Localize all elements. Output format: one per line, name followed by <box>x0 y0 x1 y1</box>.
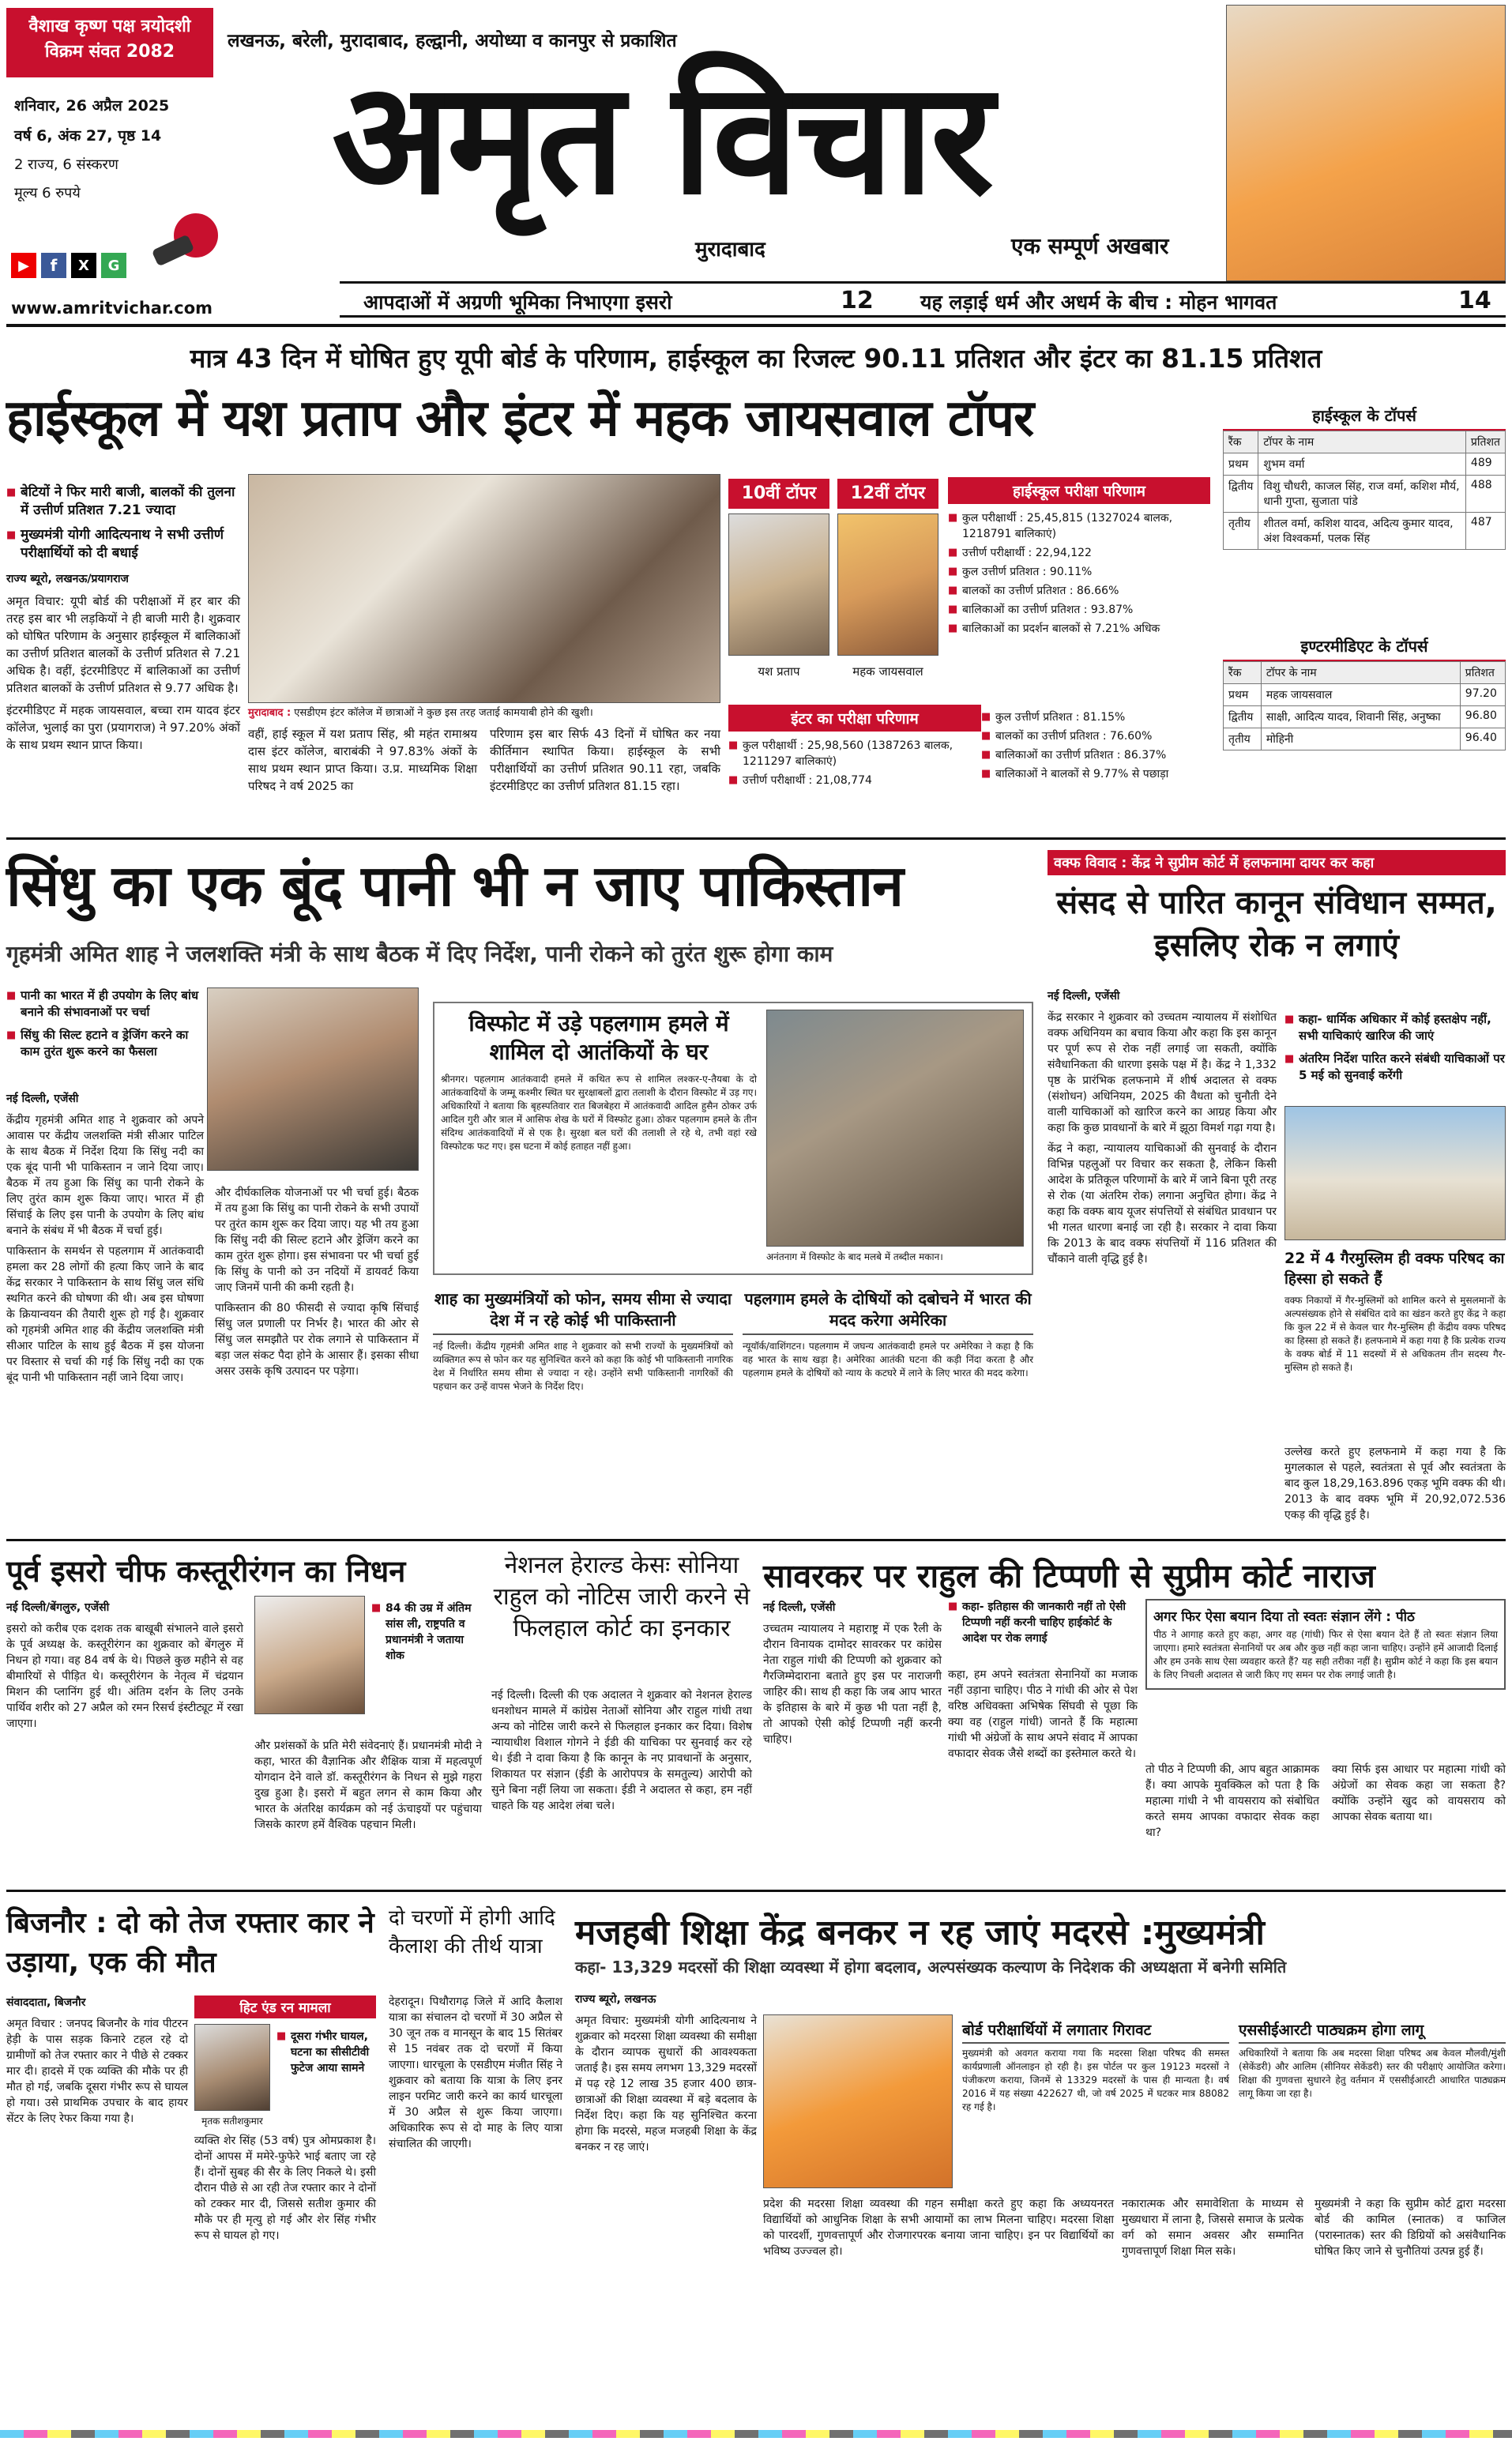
sindhu-body3: और दीर्घकालिक योजनाओं पर भी चर्चा हुई। बैठक में तय हुआ कि सिंधु का पानी रोकने के सभी उपायों पर तुरंत काम शुरू कर दिया जाए। यह भी तय हुआ कि सिंधु नदी की सिल्ट हटाने और ड्रेजिंग करने का काम तुरंत शुरू होगा। इस संभावना पर भी चर्चा हुई कि सिंधु के पानी को उन नदियों में डायवर्ट किया जाए जिनमें पानी की कमी रहती है। <box>215 1187 419 1294</box>
inter-result-box <box>728 705 1210 792</box>
kailash-headline: दो चरणों में होगी आदि कैलाश की तीर्थ यात्रा <box>389 1906 555 1958</box>
newspaper-title: अमृत विचार <box>332 47 991 229</box>
blast-body: श्रीनगर। पहलगाम आतंकवादी हमले में कथित रूप से शामिल लश्कर-ए-तैयबा के दो आतंकवादियों के जम्मू कश्मीर स्थित घर सुरक्षाबलों द्वारा तलाशी के दौरान विस्फोट में उड़ गए। अधिकारियों ने बताया कि बृहस्पतिवार रात बिजबेहरा में आतंकवादी आदिल हुसैन ठोकर उर्फ आदिल गुरी और त्राल में आसिफ शेख के घरों में विस्फोट हुआ। ठोकर पहलगाम हमले के तीन संदिग्ध आतंकवादियों में से एक है। सुरक्षा बल घरों की तलाशी ले रहे थे, तभी वहां रखे विस्फोटक फट गए। इस घटना में कोई हताहत नहीं हुआ। <box>441 1074 757 1152</box>
pahalgam-headline: पहलगाम हमले के दोषियों को दबोचने में भारत की मदद करेगा अमेरिका <box>743 1288 1033 1335</box>
madrasa-col1 <box>575 1991 757 2160</box>
section-rule <box>6 837 1506 840</box>
promo-strip <box>340 281 1506 318</box>
table-row: तृतीय शीतल वर्मा, कशिश यादव, अदित्य कुमार यादव, अंश विश्वकर्मा, पलक सिंह 487 <box>1224 513 1506 550</box>
hs-toppers-box <box>1223 401 1506 550</box>
promo2-text[interactable]: यह लड़ाई धर्म और अधर्म के बीच : मोहन भागवत <box>920 291 1277 314</box>
yogi-photo <box>763 2014 953 2188</box>
bijnor-col1 <box>6 1994 188 2131</box>
waqf-body2: केंद्र ने कहा, न्यायालय याचिकाओं की सुनवाई के दौरान विभिन्न पहलुओं पर विचार कर सकता है, लेकिन किसी आदेश के प्रतिकूल परिणामों के बारे में जाने बिना पूरी तरह से रोक (या अंतरिम रोक) लगाना अनुचित होगा। केंद्र ने कहा कि वक्फ बाय यूजर संपत्तियों से संबंधित प्रावधान पर भी गलत धारणा बनाई जा रही है। सरकार ने दावा किया कि 2013 के बाद वक्फ संपत्तियों में 116 प्रतिशत की चौंकाने वाली वृद्धि हुई है। <box>1047 1142 1277 1266</box>
bijnor-headline: बिजनौर : दो को तेज रफ्तार कार ने उड़ाया, एक की मौत <box>6 1907 374 1979</box>
bijnor-side: ■ दूसरा गंभीर घायल, घटना का सीसीटीवी फुटेज आया सामने <box>276 2029 376 2076</box>
facebook-icon[interactable]: f <box>41 253 66 278</box>
bijnor-body1: अमृत विचार : जनपद बिजनौर के गांव पीटरन हेड़ी के पास सड़क किनारे टहल रहे दो ग्रामीणों को तेज रफ्तार कार ने पीछे से टक्कर मार दी। हादसे में एक व्यक्ति की मौके पर ही मौत हो गई, जबकि दूसरा गंभीर रूप से घायल हो गया। उसे प्राथमिक उपचार के बाद हायर सेंटर के लिए रेफर किया गया है। <box>6 2018 188 2125</box>
savarkar-body3: तो पीठ ने टिप्पणी की, आप बहुत आक्रामक हैं। क्या आपके मुवक्किल को पता है कि महात्मा गांधी ने भी वायसराय को संबोधित करते समय आपका वफादार सेवक कहा था? <box>1145 1763 1319 1839</box>
madrasa-box1-body: मुख्यमंत्री को अवगत कराया गया कि मदरसा शिक्षा परिषद की समस्त कार्यप्रणाली ऑनलाइन हो रही है। इस पोर्टल पर कुल 19123 मदरसों ने पंजीकरण कराया, जिनमें से 13329 मदरसों के पास ही मान्यता है। वर्ष 2016 में यह संख्या 422627 थी, जो वर्ष 2025 में घटकर मात्र 88082 रह गई है। <box>962 2048 1229 2112</box>
inter-result-title: इंटर का परीक्षा परिणाम <box>728 705 981 732</box>
col-percent: प्रतिशत <box>1465 431 1505 453</box>
hs-toppers-table <box>1223 431 1506 550</box>
section-rule <box>6 1890 1506 1892</box>
sindhu-body1: केंद्रीय गृहमंत्री अमित शाह ने शुक्रवार को अपने आवास पर केंद्रीय जलशक्ति मंत्री सीआर पाटिल के साथ बैठक में निर्देश दिया कि सिंधु नदी का एक बूंद पानी भी पाकिस्तान न जाने दिया जाए। बैठक में तय हुआ कि सिंधु का पानी रोकने के लिए तुरंत काम शुरू किया जाए। भारत में ही सिंचाई के लिए इस पानी के उपयोग के लिए बांध बनाने के संबंध में भी बैठक में चर्चा हुई। <box>6 1114 204 1237</box>
madrasa-body4: मुख्यमंत्री ने कहा कि सुप्रीम कोर्ट द्वारा मदरसा बोर्ड की कामिल (स्नातक) व फाजिल (परास्नातक) स्तर की डिग्रियों को असंवैधानिक घोषित किए जाने से चुनौतियां उत्पन्न हुई हैं। <box>1315 2198 1506 2258</box>
youtube-icon[interactable]: ▶ <box>11 253 36 278</box>
website-link[interactable]: www.amritvichar.com <box>11 299 213 318</box>
board-dateline: राज्य ब्यूरो, लखनऊ/प्रयागराज <box>6 573 129 585</box>
date-line: शनिवार, 26 अप्रैल 2025 <box>14 97 170 115</box>
hs-result-item: ■ बालिकाओं का उत्तीर्ण प्रतिशत : 93.87% <box>948 602 1210 618</box>
kasturirangan-dateline: नई दिल्ली/बेंगलुरु, एजेंसी <box>6 1601 110 1614</box>
inter-result-item: ■ बालिकाओं का उत्तीर्ण प्रतिशत : 86.37% <box>981 747 1210 763</box>
kasturirangan-body1: इसरो को करीब एक दशक तक बाखूबी संभालने वाले इसरो के पूर्व अध्यक्ष के. कस्तूरीरंगन का शुक्रवार को बेंगलुरु में निधन हो गया। वह 84 वर्ष के थे। पिछले कुछ महीने से वह बीमारियों से पीड़ित थे। कस्तूरीरंगन के नेतृत्व में चंद्रयान मिशन की प्लानिंग हुई थी। अंतिम दर्शन के लिए उनके पार्थिव शरीर को 27 अप्रैल को रमन रिसर्च इंस्टीट्यूट में रखा जाएगा। <box>6 1623 243 1730</box>
topper12-name: महक जायसवाल <box>852 664 923 679</box>
panchang-line1: वैशाख कृष्ण पक्ष त्रयोदशी <box>28 17 191 36</box>
table-row: तृतीय मोहिनी 96.40 <box>1224 728 1506 750</box>
tagline: एक सम्पूर्ण अखबार <box>1011 233 1169 259</box>
board-bullet: ■ मुख्यमंत्री योगी आदित्यनाथ ने सभी उत्तीर्ण परीक्षार्थियों को दी बधाई <box>6 526 240 562</box>
shah-cm-headline: शाह का मुख्यमंत्रियों को फोन, समय सीमा से ज्यादा देश में न रहे कोई भी पाकिस्तानी <box>433 1288 733 1335</box>
kailash-body: देहरादून। पिथौरागढ़ जिले में आदि कैलाश यात्रा का संचालन दो चरणों में 30 अप्रैल से 30 जून तक व मानसून के बाद 15 सितंबर से 15 नवंबर तक दो चरणों में किया जाएगा। धारचूला के एसडीएम मंजीत सिंह ने शुक्रवार को बताया कि यात्रा के लिए इनर लाइन परमिट जारी करने का कार्य धारचूला में 30 अप्रैल से शुरू किया जाएगा। अधिकारिक रूप से दो माह के लिए यात्रा संचालित की जाएगी। <box>389 1995 562 2150</box>
topper12-label: 12वीं टॉपर <box>837 479 938 509</box>
supreme-court-photo <box>1284 1106 1506 1240</box>
table-row: प्रथम शुभम वर्मा 489 <box>1224 453 1506 476</box>
hs-result-item: ■ उत्तीर्ण परीक्षार्थी : 22,94,122 <box>948 545 1210 561</box>
board-bullet: ■ बेटियों ने फिर मारी बाजी, बालकों की तुलना में उत्तीर्ण प्रतिशत 7.21 ज्यादा <box>6 483 240 520</box>
bijnor-body2: व्यक्ति शेर सिंह (53 वर्ष) पुत्र ओमप्रकाश है। दोनों आपस में ममेरे-फुफेरे भाई बताए जा रहे हैं। दोनों सुबह की सैर के लिए निकले थे। इसी दौरान पीछे से आ रही तेज रफ्तार कार ने दोनों को टक्कर मार दी, जिससे सतीश कुमार की मौके पर ही मृत्यु हो गई और शेर सिंह गंभीर रूप से घायल हो गए। <box>194 2135 376 2242</box>
waqf-bullets <box>1284 1011 1506 1090</box>
panchang-line2: विक्रम संवत 2082 <box>44 42 175 62</box>
madrasa-headline: मजहबी शिक्षा केंद्र बनकर न रह जाएं मदरसे :मुख्यमंत्री <box>575 1913 1265 1953</box>
promo1-text[interactable]: आपदाओं में अग्रणी भूमिका निभाएगा इसरो <box>363 291 672 314</box>
herald-body: नई दिल्ली। दिल्ली की एक अदालत ने शुक्रवार को नेशनल हेराल्ड धनशोधन मामले में कांग्रेस नेताओं सोनिया और राहुल गांधी तथा अन्य को नोटिस जारी करने से फिलहाल इनकार कर दिया। विशेष न्यायाधीश विशाल गोगने ने ईडी की याचिका पर सुनवाई कर रहे थे। ईडी ने दावा किया है कि कानून के नए प्रावधानों के अनुसार, शिकायत पर संज्ञान (ईडी के आरोपपत्र के समतुल्य) आरोपी को सुने बिना नहीं लिया जा सकता। ईडी ने अदालत से कहा, हम नहीं चाहते कि यह आदेश लंबा चले। <box>491 1689 752 1812</box>
volume-line: वर्ष 6, अंक 27, पृष्ठ 14 <box>14 127 162 145</box>
google-icon[interactable]: G <box>101 253 126 278</box>
waqf-body3: उल्लेख करते हुए हलफनामे में कहा गया है कि मुगलकाल से पहले, स्वतंत्रता से पूर्व और स्वतंत्रता के बाद कुल 18,29,163.896 एकड़ भूमि वक्फ की थी। 2013 के बाद वक्फ भूमि में 20,92,072.536 एकड़ की वृद्धि हुई है। <box>1284 1446 1506 1522</box>
savarkar-body2: कहा, हम अपने स्वतंत्रता सेनानियों का मजाक नहीं उड़ाना चाहिए। पीठ ने गांधी की ओर से पेश वरिष्ठ अधिवक्ता अभिषेक सिंघवी से पूछा कि क्या वह (राहुल गांधी) जानते हैं कि महात्मा गांधी भी अंग्रेजों के साथ अपने संवाद में आपका वफादार सेवक जैसे शब्दों का इस्तेमाल करते थे। <box>948 1668 1138 1760</box>
madrasa-box2-head: एससीईआरटी पाठ्यक्रम होगा लागू <box>1239 2019 1506 2044</box>
edition-city: मुरादाबाद <box>695 238 765 261</box>
price: मूल्य 6 रुपये <box>14 185 81 201</box>
pahalgam-body: न्यूयॉर्क/वाशिंगटन। पहलगाम में जघन्य आतंकवादी हमले पर अमेरिका ने कहा है कि वह भारत के साथ खड़ा है। अमेरिका आतंकी घटना की कड़ी निंदा करता है और पहलगाम हमले के दोषियों को न्याय के कटघरे में लाने के लिए भारत की मदद करेगा। <box>743 1341 1033 1379</box>
blast-box <box>433 1002 1033 1275</box>
madrasa-body1: अमृत विचार: मुख्यमंत्री योगी आदित्यनाथ ने शुक्रवार को मदरसा शिक्षा व्यवस्था की समीक्षा के दौरान व्यापक सुधारों की आवश्यकता जताई है। इस समय लगभग 13,329 मदरसों में पढ़ रहे 12 लाख 35 हजार 400 छात्र-छात्राओं की शिक्षा व्यवस्था में बड़े बदलाव के निर्देश दिए। कहा कि यह सुनिश्चित करना होगा कि मदरसे, महज मजहबी शिक्षा के केंद्र बनकर न रह जाएं। <box>575 2014 757 2153</box>
x-icon[interactable]: X <box>71 253 96 278</box>
section-rule <box>6 1539 1506 1541</box>
sindhu-col1 <box>6 1090 204 1390</box>
shah-cm-box <box>433 1288 733 1394</box>
sindhu-headline: सिंधु का एक बूंद पानी भी न जाए पाकिस्तान <box>6 852 903 919</box>
inter-result-item: ■ बालकों का उत्तीर्ण प्रतिशत : 76.60% <box>981 728 1210 744</box>
inter-result-item: ■ कुल उत्तीर्ण प्रतिशत : 81.15% <box>981 709 1210 725</box>
kasturirangan-col1 <box>6 1599 243 1736</box>
topper10-photo <box>728 513 829 656</box>
madrasa-subhead: कहा- 13,329 मदरसों की शिक्षा व्यवस्था में होगा बदलाव, अल्पसंख्यक कल्याण के निदेशक की अध्यक्षता में बनेगी समिति <box>575 1958 1287 1977</box>
masthead-rule <box>6 324 1506 327</box>
savarkar-col1 <box>763 1599 942 1752</box>
inter-toppers-box <box>1223 632 1506 750</box>
waqf-box-body: वक्फ निकायों में गैर-मुस्लिमों को शामिल करने से मुसलमानों के अल्पसंख्यक होने से संबंधित दावे का खंडन करते हुए केंद्र ने कहा कि कुल 22 में से केवल चार गैर-मुस्लिम ही केंद्रीय वक्फ परिषद का हिस्सा हो सकते हैं। हलफनामे में कहा गया है कि प्रत्येक राज्य के वक्फ बोर्ड में 11 सदस्यों में से अधिकतम तीन सदस्य गैर-मुस्लिम हो सकते हैं। <box>1284 1295 1506 1373</box>
topper10-label: 10वीं टॉपर <box>728 479 829 509</box>
sindhu-body2: पाकिस्तान के समर्थन से पहलगाम में आतंकवादी हमला कर 28 लोगों की हत्या किए जाने के बाद केंद्र सरकार ने पाकिस्तान के साथ सिंधु जल संधि स्थगित करने की घोषणा की थी। अब इस घोषणा के क्रियान्वयन की तैयारी शुरू हो गई है। शुक्रवार को गृहमंत्री अमित शाह की केंद्रीय जलशक्ति मंत्री सीआर पाटिल के साथ हुई बैठक में इस योजना पर विस्तार से चर्चा की गई कि सिंधु नदी का एक बूंद पानी भी पाकिस्तान नहीं जाने दिया जाए। <box>6 1245 204 1384</box>
kasturirangan-headline: पूर्व इसरो चीफ कस्तूरीरंगन का निधन <box>6 1554 406 1589</box>
kasturirangan-note <box>371 1601 474 1670</box>
board-banner: मात्र 43 दिन में घोषित हुए यूपी बोर्ड के परिणाम, हाईस्कूल का रिजल्ट 90.11 प्रतिशत और इंटर का 81.15 प्रतिशत <box>190 343 1322 374</box>
editions-line: लखनऊ, बरेली, मुरादाबाद, हल्द्वानी, अयोध्या व कानपुर से प्रकाशित <box>228 31 677 51</box>
students-photo <box>248 474 720 703</box>
inter-toppers-table: रैंक टॉपर के नाम प्रतिशत प्रथम महक जायसवाल 97.20 द्वितीय साक्षी, आदित्य यादव, शिवानी सिंह, अनुष्का 96.80 तृतीय मोहिनी 96.40 <box>1223 661 1506 750</box>
savarkar-box-head: अगर फिर ऐसा बयान दिया तो स्वतः संज्ञान लेंगे : पीठ <box>1153 1609 1415 1625</box>
kasturirangan-body2: और प्रशंसकों के प्रति मेरी संवेदनाएं हैं। प्रधानमंत्री मोदी ने कहा, भारत की वैज्ञानिक और शैक्षिक यात्रा में महत्वपूर्ण योगदान देने वाले डॉ. कस्तूरीरंगन के निधन से मुझे गहरा दुख हुआ है। इसरो में बहुत लगन से काम किया और भारत के अंतरिक्ष कार्यक्रम को नई ऊंचाइयों पर पहुंचाया जिसके कारण हमें वैश्विक पहचान मिली। <box>254 1740 482 1831</box>
topper12-photo <box>837 513 938 656</box>
inter-result-item: ■ बालिकाओं ने बालकों से 9.77% से पछाड़ा <box>981 766 1210 782</box>
madrasa-dateline: राज्य ब्यूरो, लखनऊ <box>575 1993 656 2006</box>
bijnor-dateline: संवाददाता, बिजनौर <box>6 1996 86 2009</box>
col-rank: रैंक <box>1224 431 1258 453</box>
madrasa-box1-head: बोर्ड परीक्षार्थियों में लगातार गिरावट <box>962 2019 1229 2044</box>
inter-toppers-title: इण्टरमीडिएट के टॉपर्स <box>1223 632 1506 661</box>
hs-result-item: ■ कुल उत्तीर्ण प्रतिशत : 90.11% <box>948 564 1210 580</box>
savarkar-kicker <box>948 1599 1138 1653</box>
caption-text: एसडीएम इंटर कॉलेज में छात्राओं ने कुछ इस तरह जताई कामयाबी होने की खुशी। <box>294 707 593 719</box>
board-body1: अमृत विचार: यूपी बोर्ड की परीक्षाओं में हर बार की तरह इस बार भी लड़कियों ने ही बाजी मारी है। शुक्रवार को घोषित परिणाम के अनुसार हाईस्कूल में बालिकाओं का उत्तीर्ण प्रतिशत बालकों के उत्तीर्ण प्रतिशत से 7.21 अधिक है। वहीं, इंटरमीडिएट में बालिकाओं का उत्तीर्ण प्रतिशत बालकों के उत्तीर्ण प्रतिशत से 9.77 अधिक है। <box>6 594 240 695</box>
bijnor-photo <box>194 2024 270 2111</box>
waqf-headline: संसद से पारित कानून संविधान सम्मत, इसलिए रोक न लगाएं <box>1056 885 1497 964</box>
blast-headline: विस्फोट में उड़े पहलगाम हमले में शामिल दो आतंकियों के घर <box>468 1010 729 1065</box>
savarkar-box-body: पीठ ने आगाह करते हुए कहा, अगर वह (गांधी) फिर से ऐसा बयान देते हैं तो स्वतः संज्ञान लिया जाएगा। हमारे स्वतंत्रता सेनानियों पर अब और कुछ नहीं कहा जाना चाहिए। उन्होंने हमें आजादी दिलाई और हम उनके साथ ऐसा व्यवहार करते हैं? यह सही तरीका नहीं है। सुप्रीम कोर्ट ने कहा कि इस बयान के लिए निचली अदालत से जारी किए गए समन पर रोक लगाई जाती है। <box>1153 1629 1498 1680</box>
savarkar-box <box>1145 1599 1506 1690</box>
sindhu-body4: पाकिस्तान की 80 फीसदी से ज्यादा कृषि सिंचाई सिंधु जल प्रणाली पर निर्भर है। भारत की ओर से सिंधु जल समझौते पर रोक लगाने से पाकिस्तान में बड़ा जल संकट पैदा होने के आसार हैं। इसका सीधा असर उसके कृषि उत्पादन पर पड़ेगा। <box>215 1302 419 1378</box>
waqf-bullet: ■ अंतरिम निर्देश पारित करने संबंधी याचिकाओं पर 5 मई को सुनवाई करेंगी <box>1284 1051 1506 1084</box>
savarkar-headline: सावरकर पर राहुल की टिप्पणी से सुप्रीम कोर्ट नाराज <box>763 1557 1375 1595</box>
waqf-body1: केंद्र सरकार ने शुक्रवार को उच्चतम न्यायालय में संशोधित वक्फ अधिनियम का बचाव किया और कहा कि इस कानून पर पूर्ण रूप से रोक नहीं लगाई जा सकती, क्योंकि संवैधानिकता की धारणा इसके पक्ष में है। केंद्र ने 1,332 पृष्ठ के प्रारंभिक हलफनामे में शीर्ष अदालत से वक्फ (संशोधन) अधिनियम, 2025 की वैधता को चुनौती देने वाली याचिकाओं को खारिज करने का आग्रह किया और कहा कि कुछ प्रावधानों के बारे में झूठा विमर्श गढ़ा गया है। <box>1047 1011 1277 1134</box>
board-body2: इंटरमीडिएट में महक जायसवाल, बच्चा राम यादव इंटर कॉलेज, भुलाई का पुरा (प्रयागराज) ने 97.20% अंकों के साथ प्रथम स्थान प्राप्त किया। <box>6 703 240 752</box>
bhagwat-photo <box>1226 5 1506 281</box>
madrasa-body2: प्रदेश की मदरसा शिक्षा व्यवस्था की गहन समीक्षा करते हुए कहा कि अध्ययनरत विद्यार्थियों को आधुनिक शिक्षा के सभी आयामों का लाभ मिलना चाहिए। मदरसा शिक्षा को पारदर्शी, गुणवत्तापूर्ण और रोजगारपरक बनाया जाना चाहिए। इन पर विद्यार्थियों का भविष्य उज्ज्वल हो। <box>763 2198 1114 2258</box>
kasturirangan-side: ■ 84 की उम्र में अंतिम सांस ली, राष्ट्रपति व प्रधानमंत्री ने जताया शोक <box>371 1601 474 1664</box>
waqf-dateline: नई दिल्ली, एजेंसी <box>1047 990 1120 1002</box>
waqf-box <box>1284 1248 1506 1375</box>
bijnor-photo-caption: मृतक सतीशकुमार <box>201 2116 263 2127</box>
madrasa-box2 <box>1239 2019 1506 2101</box>
hs-result-item: ■ बालकों का उत्तीर्ण प्रतिशत : 86.66% <box>948 583 1210 599</box>
blast-caption: अनंतनाग में विस्फोट के बाद मलबे में तब्दील मकान। <box>766 1251 943 1262</box>
board-article-col1 <box>6 570 240 758</box>
blast-photo <box>766 1010 1024 1247</box>
col-name: टॉपर के नाम <box>1258 431 1466 453</box>
hit-run-badge: हिट एंड रन मामला <box>194 1995 376 2018</box>
promo1-page: 12 <box>841 287 874 314</box>
sindhu-col2 <box>215 1185 419 1384</box>
registration-strip <box>0 2430 1512 2438</box>
hs-result-box <box>948 477 1210 640</box>
topper10-name: यश प्रताप <box>758 664 800 679</box>
savarkar-body4: क्या सिर्फ इस आधार पर महात्मा गांधी को अंग्रेजों का सेवक कहा जा सकता है? क्योंकि उन्होंने खुद को वायसराय को आपका सेवक बताया था। <box>1332 1763 1506 1823</box>
madrasa-box2-body: अधिकारियों ने बताया कि अब मदरसा शिक्षा परिषद अब केवल मौलवी/मुंशी (सेकेंडरी) और आलिम (सीनियर सेकेंडरी) स्तर की परीक्षाएं आयोजित करेगा। शिक्षा की गुणवत्ता सुधारने हेतु वर्तमान में एससीईआरटी आधारित पाठ्यक्रम लागू किया जा रहा है। <box>1239 2048 1506 2099</box>
promo2-page: 14 <box>1458 287 1491 314</box>
waqf-kicker: वक्फ विवाद : केंद्र ने सुप्रीम कोर्ट में हलफनामा दायर कर कहा <box>1047 850 1506 875</box>
herald-headline: नेशनल हेराल्ड केसः सोनिया राहुल को नोटिस जारी करने से फिलहाल कोर्ट का इनकार <box>493 1552 750 1642</box>
table-row: द्वितीय साक्षी, आदित्य यादव, शिवानी सिंह, अनुष्का 96.80 <box>1224 706 1506 728</box>
hs-toppers-title: हाईस्कूल के टॉपर्स <box>1223 401 1506 431</box>
hs-result-item: ■ कुल परीक्षार्थी : 25,45,815 (1327024 बालक, 1218791 बालिकाएं) <box>948 510 1210 542</box>
board-body3: वहीं, हाई स्कूल में यश प्रताप सिंह, श्री महंत रामाश्रय दास इंटर कॉलेज, बाराबंकी ने 97.83% अंकों के साथ प्रथम स्थान प्राप्त किया। उ.प्र. माध्यमिक शिक्षा परिषद ने वर्ष 2025 का <box>248 727 477 793</box>
savarkar-body1: उच्चतम न्यायालय ने महाराष्ट्र में एक रैली के दौरान विनायक दामोदर सावरकर पर कांग्रेस नेता राहुल गांधी की टिप्पणी को शुक्रवार को गैरजिम्मेदाराना बताते हुए इस पर नाराजगी जाहिर की। साथ ही कहा कि जब आप भारत के इतिहास के बारे में कुछ भी पता नहीं है, तो आपको ऐसी कोई टिप्पणी नहीं करनी चाहिए। <box>763 1623 942 1746</box>
table-row: प्रथम महक जायसवाल 97.20 <box>1224 684 1506 706</box>
madrasa-box1 <box>962 2019 1229 2114</box>
editions-count: 2 राज्य, 6 संस्करण <box>14 156 118 173</box>
board-body4: परिणाम इस बार सिर्फ 43 दिनों में घोषित कर नया कीर्तिमान स्थापित किया। हाईस्कूल के सभी परीक्षार्थियों का उत्तीर्ण प्रतिशत 90.11 रहा, जबकि इंटरमीडिएट का उत्तीर्ण प्रतिशत 81.15 रहा। <box>490 727 720 793</box>
sindhu-dateline: नई दिल्ली, एजेंसी <box>6 1093 79 1105</box>
waqf-bullet: ■ कहा- धार्मिक अधिकार में कोई हस्तक्षेप नहीं, सभी याचिकाएं खारिज की जाएं <box>1284 1011 1506 1044</box>
students-caption <box>248 705 720 719</box>
sindhu-bullet: ■ सिंधु की सिल्ट हटाने व ड्रेजिंग करने का काम तुरंत शुरू करने का फैसला <box>6 1027 204 1060</box>
waqf-col1 <box>1047 987 1277 1272</box>
savarkar-kicker-text: ■ कहा- इतिहास की जानकारी नहीं तो ऐसी टिप्पणी नहीं करनी चाहिए हाईकोर्ट के आदेश पर रोक लगाई <box>948 1599 1138 1646</box>
bijnor-note <box>276 2029 376 2082</box>
hs-result-item: ■ बालिकाओं का प्रदर्शन बालकों से 7.21% अधिक <box>948 621 1210 637</box>
pahalgam-box <box>743 1288 1033 1380</box>
kasturirangan-photo <box>254 1596 365 1714</box>
board-bullets <box>6 483 240 569</box>
sindhu-subhead: गृहमंत्री अमित शाह ने जलशक्ति मंत्री के साथ बैठक में दिए निर्देश, पानी रोकने को तुरंत शुरू होगा काम <box>6 941 833 967</box>
hs-result-title: हाईस्कूल परीक्षा परिणाम <box>948 477 1210 504</box>
sindhu-bullet: ■ पानी का भारत में ही उपयोग के लिए बांध बनाने की संभावनाओं पर चर्चा <box>6 987 204 1021</box>
panchang-box <box>6 8 213 77</box>
savarkar-dateline: नई दिल्ली, एजेंसी <box>763 1601 836 1614</box>
amit-shah-photo <box>207 987 419 1171</box>
caption-city: मुरादाबाद : <box>248 707 291 719</box>
madrasa-body3: नकारात्मक और समावेशिता के माध्यम से मुख्यधारा में लाना है, जिससे समाज के प्रत्येक वर्ग को समान अवसर और सम्मानित गुणवत्तापूर्ण शिक्षा मिल सके। <box>1122 2198 1303 2258</box>
board-headline: हाईस्कूल में यश प्रताप और इंटर में महक जायसवाल टॉपर <box>6 389 1034 448</box>
waqf-box-head: 22 में 4 गैरमुस्लिम ही वक्फ परिषद का हिस्सा हो सकते हैं <box>1284 1250 1505 1288</box>
sindhu-bullets <box>6 987 204 1066</box>
social-icons <box>11 253 126 278</box>
inter-result-item: ■ उत्तीर्ण परीक्षार्थी : 21,08,774 <box>728 773 965 788</box>
inter-result-item: ■ कुल परीक्षार्थी : 25,98,560 (1387263 बालक, 1211297 बालिकाएं) <box>728 738 965 769</box>
table-row: द्वितीय विशु चौधरी, काजल सिंह, राज वर्मा, कशिश मौर्य, धानी गुप्ता, सुजाता पांडे 488 <box>1224 476 1506 513</box>
shah-cm-body: नई दिल्ली। केंद्रीय गृहमंत्री अमित शाह ने शुक्रवार को सभी राज्यों के मुख्यमंत्रियों को व्यक्तिगत रूप से फोन कर यह सुनिश्चित करने को कहा कि कोई भी पाकिस्तानी नागरिक देश में निर्धारित समय सीमा से ज्यादा न रहे। उन्होंने सभी पाकिस्तानी नागरिकों की पहचान कर उन्हें वापस भेजने के निर्देश दिए। <box>433 1341 733 1392</box>
mic-logo <box>150 213 221 276</box>
